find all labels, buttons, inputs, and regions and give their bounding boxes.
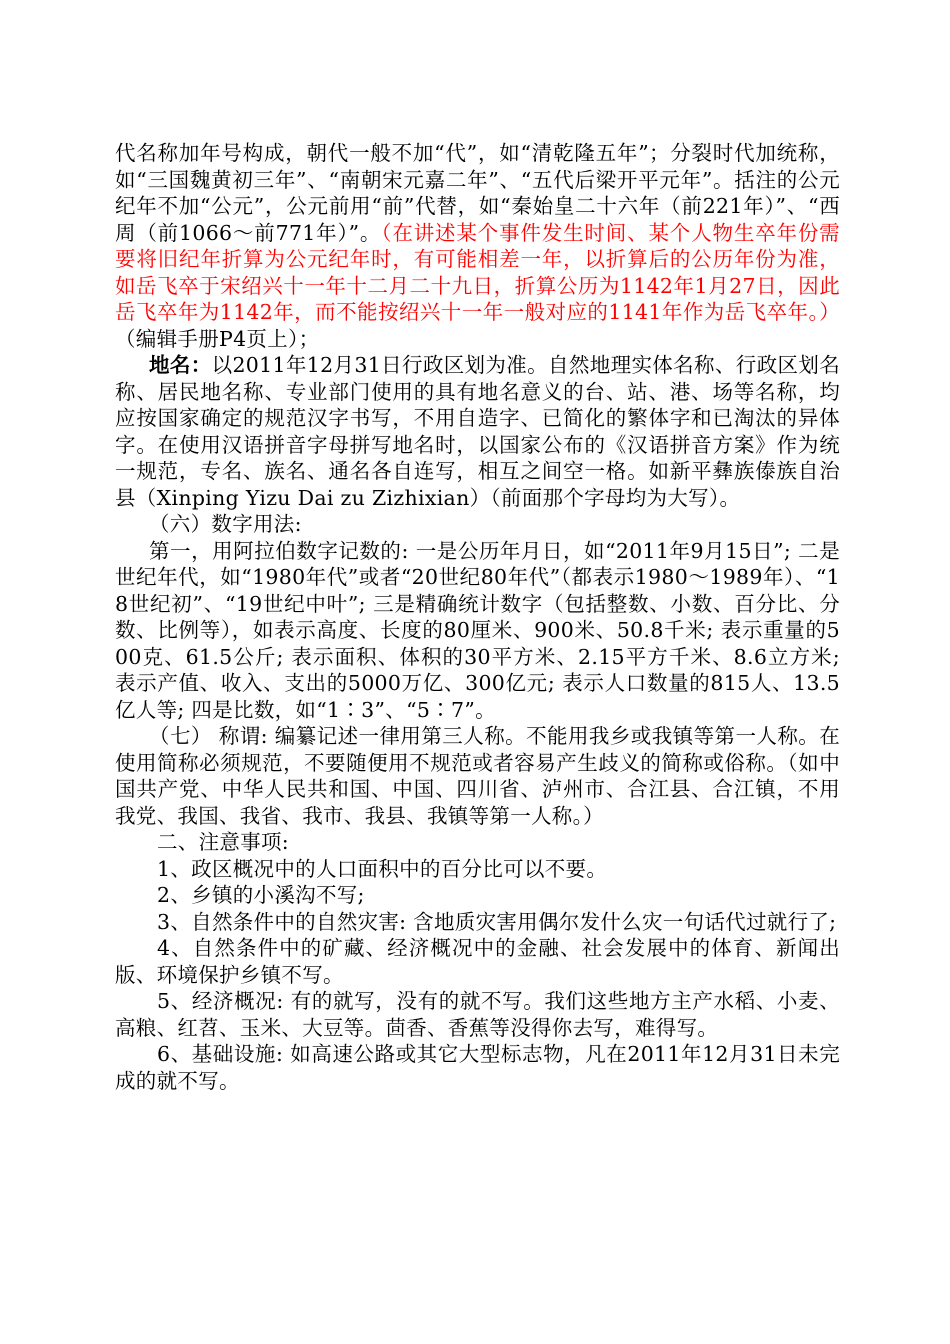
note-item-3: 3、自然条件中的自然灾害: 含地质灾害用偶尔发什么灾一句话代过就行了; bbox=[157, 909, 837, 934]
place-names-label: 地名： bbox=[149, 353, 212, 377]
era-naming-text: 代名称加年号构成，朝代一般不加“代”，如“清乾隆五年”；分裂时代加统称，如“三国魏黄初三年”、“南朝宋元嘉二年”、“五代后梁开平元年”。括注的公元纪年不加“公元”，公元前用“前”代替，如“秦始皇二十六年（前221年）”、“西周（前1066～前771年）”。 bbox=[115, 141, 840, 245]
note-item-6: 6、基础设施: 如高速公路或其它大型标志物，凡在2011年12月31日未完成的就不写。 bbox=[115, 1042, 840, 1093]
paragraph-place-names bbox=[115, 352, 840, 511]
note-item-2: 2、乡镇的小溪沟不写; bbox=[157, 883, 365, 907]
note-item-5: 5、经济概况: 有的就写，没有的就不写。我们这些地方主产水稻、小麦、高粮、红苕、玉米、大豆等。茴香、香蕉等没得你去写，难得写。 bbox=[115, 989, 840, 1040]
editor-manual-reference: （编辑手册P4页上）； bbox=[115, 326, 320, 351]
era-conversion-note-red: （在讲述某个事件发生时间、某个人物生卒年份需要将旧纪年折算为公元纪年时，有可能相差一年，以折算后的公历年份为准，如岳飞卒于宋绍兴十一年十二月二十九日，折算公历为1142年1月27日，因此岳飞卒年为1142年，而不能按绍兴十一年一般对应的1141年作为岳飞卒年。） bbox=[115, 220, 840, 324]
section-heading-number-usage: （六）数字用法: bbox=[149, 512, 302, 536]
document-page bbox=[115, 140, 847, 1094]
paragraph-era-naming bbox=[115, 140, 840, 352]
paragraph-number-usage: 第一，用阿拉伯数字记数的: 一是公历年月日，如“2011年9月15日”; 二是世纪年代，如“1980年代”或者“20世纪80年代”（都表示1980～1989年）、“18世纪初”、“19世纪中叶”; 三是精确统计数字（包括整数、小数、百分比、分数、比例等），如表示高度、长度的80厘米、900米、50.8千米; 表示重量的500克、61.5公斤; 表示面积、体积的30平方米、2.15平方千米、8.6立方米; 表示产值、收入、支出的5000万亿、300亿元; 表示人口数量的815人、13.5亿人等; 四是比数，如“1∶3”、“5∶7”。 bbox=[115, 538, 847, 722]
place-names-text: 以2011年12月31日行政区划为准。自然地理实体名称、行政区划名称、居民地名称、专业部门使用的具有地名意义的台、站、港、场等名称，均应按国家确定的规范汉字书写，不用自造字、已简化的繁体字和已淘汰的异体字。在使用汉语拼音字母拼写地名时，以国家公布的《汉语拼音方案》作为统一规范，专名、族名、通名各自连写，相互之间空一格。如新平彝族傣族自治县（Xinping Yizu Dai zu Zizhixian）（前面那个字母均为大写）。 bbox=[115, 353, 840, 510]
paragraph-titles-person: （七） 称谓: 编纂记述一律用第三人称。不能用我乡或我镇等第一人称。在使用简称必须规范，不要随便用不规范或者容易产生歧义的简称或俗称。（如中国共产党、中华人民共和国、中国、四川省、泸州市、合江县、合江镇，不用我党、我国、我省、我市、我县、我镇等第一人称。） bbox=[115, 724, 840, 828]
note-item-1: 1、政区概况中的人口面积中的百分比可以不要。 bbox=[157, 856, 608, 881]
note-item-4: 4、自然条件中的矿藏、经济概况中的金融、社会发展中的体育、新闻出版、环境保护乡镇不写。 bbox=[115, 936, 840, 987]
section-heading-notes: 二、注意事项: bbox=[157, 830, 290, 854]
